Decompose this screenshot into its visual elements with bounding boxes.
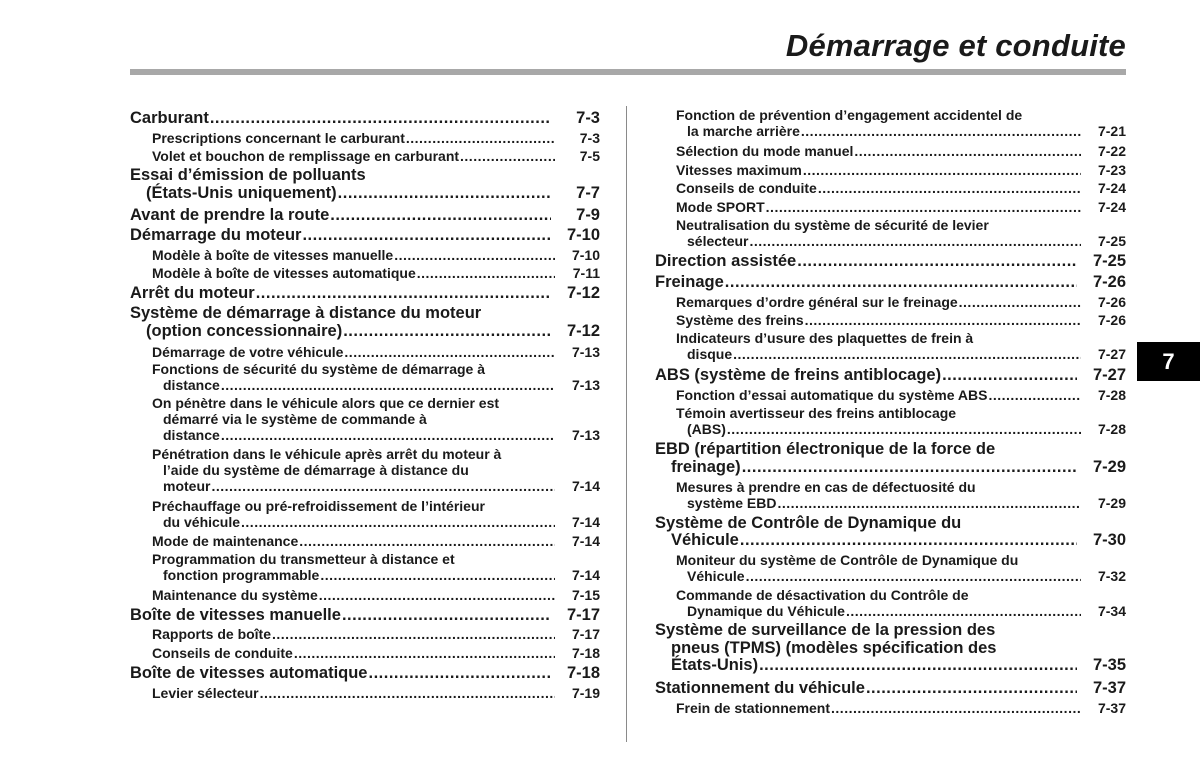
toc-subentry-line: Pénétration dans le véhicule après arrêt du moteur à bbox=[152, 446, 502, 462]
toc-subentry[interactable]: Frein de stationnement ..... 7-37 bbox=[676, 700, 1126, 716]
toc-subentry-line: Moniteur du système de Contrôle de Dynamique du bbox=[676, 552, 1019, 568]
toc-subentry[interactable]: du véhicule ..... 7-14 bbox=[163, 514, 600, 530]
toc-entry[interactable]: Avant de prendre la route ..... 7-9 bbox=[130, 206, 600, 225]
chapter-tab[interactable]: 7 bbox=[1137, 342, 1200, 381]
toc-subentry[interactable]: Prescriptions concernant le carburant ..... 7-3 bbox=[152, 130, 600, 146]
toc-subentry[interactable]: Démarrage de votre véhicule ..... 7-13 bbox=[152, 344, 600, 360]
toc-entry-line: EBD (répartition électronique de la force de bbox=[655, 440, 996, 458]
toc-subentry[interactable]: la marche arrière ..... 7-21 bbox=[687, 123, 1126, 139]
toc-entry-line: Système de Contrôle de Dynamique du bbox=[655, 514, 962, 532]
toc-subentry[interactable]: Conseils de conduite ..... 7-18 bbox=[152, 645, 600, 661]
toc-entry[interactable]: Stationnement du véhicule ..... 7-37 bbox=[655, 679, 1126, 698]
toc-subentry-line: On pénètre dans le véhicule alors que ce dernier est bbox=[152, 395, 500, 411]
toc-subentry[interactable]: Modèle à boîte de vitesses manuelle ..... 7-10 bbox=[152, 247, 600, 263]
toc-subentry-line: Indicateurs d’usure des plaquettes de frein à bbox=[676, 330, 974, 346]
toc-subentry-line: Témoin avertisseur des freins antiblocage bbox=[676, 405, 957, 421]
toc-subentry-line: Fonction de prévention d’engagement accidentel de bbox=[676, 107, 1023, 123]
toc-subentry[interactable]: Fonction d’essai automatique du système ABS ..... 7-28 bbox=[676, 387, 1126, 403]
toc-entry[interactable]: États-Unis) ..... 7-35 bbox=[671, 656, 1126, 675]
toc-entry[interactable]: Freinage ..... 7-26 bbox=[655, 273, 1126, 292]
toc-entry[interactable]: freinage) ..... 7-29 bbox=[671, 458, 1126, 477]
toc-subentry[interactable]: Modèle à boîte de vitesses automatique ..... 7-11 bbox=[152, 265, 600, 281]
toc-subentry-line: Commande de désactivation du Contrôle de bbox=[676, 587, 969, 603]
toc-subentry[interactable]: Sélection du mode manuel ..... 7-22 bbox=[676, 143, 1126, 159]
toc-subentry[interactable]: distance ..... 7-13 bbox=[163, 427, 600, 443]
toc-subentry-line: démarré via le système de commande à bbox=[163, 411, 427, 427]
toc-entry-line: pneus (TPMS) (modèles spécification des bbox=[671, 639, 997, 657]
toc-subentry-line: Programmation du transmetteur à distance et bbox=[152, 551, 455, 567]
toc-entry[interactable]: Carburant ..... 7-3 bbox=[130, 109, 600, 128]
toc-entry-line: Système de démarrage à distance du moteur bbox=[130, 304, 482, 322]
toc-subentry-line: Préchauffage ou pré-refroidissement de l’intérieur bbox=[152, 498, 485, 514]
toc-subentry[interactable]: Mode de maintenance ..... 7-14 bbox=[152, 533, 600, 549]
toc-entry[interactable]: Véhicule ..... 7-30 bbox=[671, 531, 1126, 550]
toc-subentry[interactable]: Maintenance du système ..... 7-15 bbox=[152, 587, 600, 603]
toc-subentry[interactable]: Vitesses maximum ..... 7-23 bbox=[676, 162, 1126, 178]
toc-entry[interactable]: (États-Unis uniquement) ..... 7-7 bbox=[146, 184, 600, 203]
header-rule bbox=[130, 69, 1126, 75]
toc-subentry[interactable]: Volet et bouchon de remplissage en carburant ..... 7-5 bbox=[152, 148, 600, 164]
toc-subentry[interactable]: Remarques d’ordre général sur le freinage ..... 7-26 bbox=[676, 294, 1126, 310]
toc-subentry-line: Fonctions de sécurité du système de démarrage à bbox=[152, 361, 486, 377]
toc-entry[interactable]: Direction assistée ..... 7-25 bbox=[655, 252, 1126, 271]
toc-entry-line: Essai d’émission de polluants bbox=[130, 166, 366, 184]
column-divider bbox=[626, 106, 627, 742]
toc-subentry[interactable]: distance ..... 7-13 bbox=[163, 377, 600, 393]
toc-entry[interactable]: (option concessionnaire) ..... 7-12 bbox=[146, 322, 600, 341]
toc-subentry[interactable]: Levier sélecteur ..... 7-19 bbox=[152, 685, 600, 701]
toc-subentry[interactable]: système EBD ..... 7-29 bbox=[687, 495, 1126, 511]
toc-entry-line: Système de surveillance de la pression des bbox=[655, 621, 996, 639]
toc-subentry[interactable]: moteur ..... 7-14 bbox=[163, 478, 600, 494]
toc-subentry[interactable]: (ABS) ..... 7-28 bbox=[687, 421, 1126, 437]
toc-subentry[interactable]: Dynamique du Véhicule ..... 7-34 bbox=[687, 603, 1126, 619]
toc-subentry-line: l’aide du système de démarrage à distance du bbox=[163, 462, 469, 478]
toc-entry[interactable]: Boîte de vitesses automatique ..... 7-18 bbox=[130, 664, 600, 683]
toc-subentry[interactable]: Système des freins ..... 7-26 bbox=[676, 312, 1126, 328]
toc-entry[interactable]: Arrêt du moteur ..... 7-12 bbox=[130, 284, 600, 303]
toc-entry[interactable]: ABS (système de freins antiblocage) ..... 7-27 bbox=[655, 366, 1126, 385]
toc-subentry-line: Neutralisation du système de sécurité de levier bbox=[676, 217, 989, 233]
toc-subentry[interactable]: Rapports de boîte ..... 7-17 bbox=[152, 626, 600, 642]
toc-subentry[interactable]: fonction programmable ..... 7-14 bbox=[163, 567, 600, 583]
toc-entry[interactable]: Démarrage du moteur ..... 7-10 bbox=[130, 226, 600, 245]
toc-entry[interactable]: Boîte de vitesses manuelle ..... 7-17 bbox=[130, 606, 600, 625]
toc-subentry[interactable]: Conseils de conduite ..... 7-24 bbox=[676, 180, 1126, 196]
toc-subentry-line: Mesures à prendre en cas de défectuosité du bbox=[676, 479, 976, 495]
toc-subentry[interactable]: disque ..... 7-27 bbox=[687, 346, 1126, 362]
toc-subentry[interactable]: Véhicule ..... 7-32 bbox=[687, 568, 1126, 584]
toc-subentry[interactable]: sélecteur ..... 7-25 bbox=[687, 233, 1126, 249]
toc-subentry[interactable]: Mode SPORT ..... 7-24 bbox=[676, 199, 1126, 215]
page-title: Démarrage et conduite bbox=[785, 28, 1126, 63]
